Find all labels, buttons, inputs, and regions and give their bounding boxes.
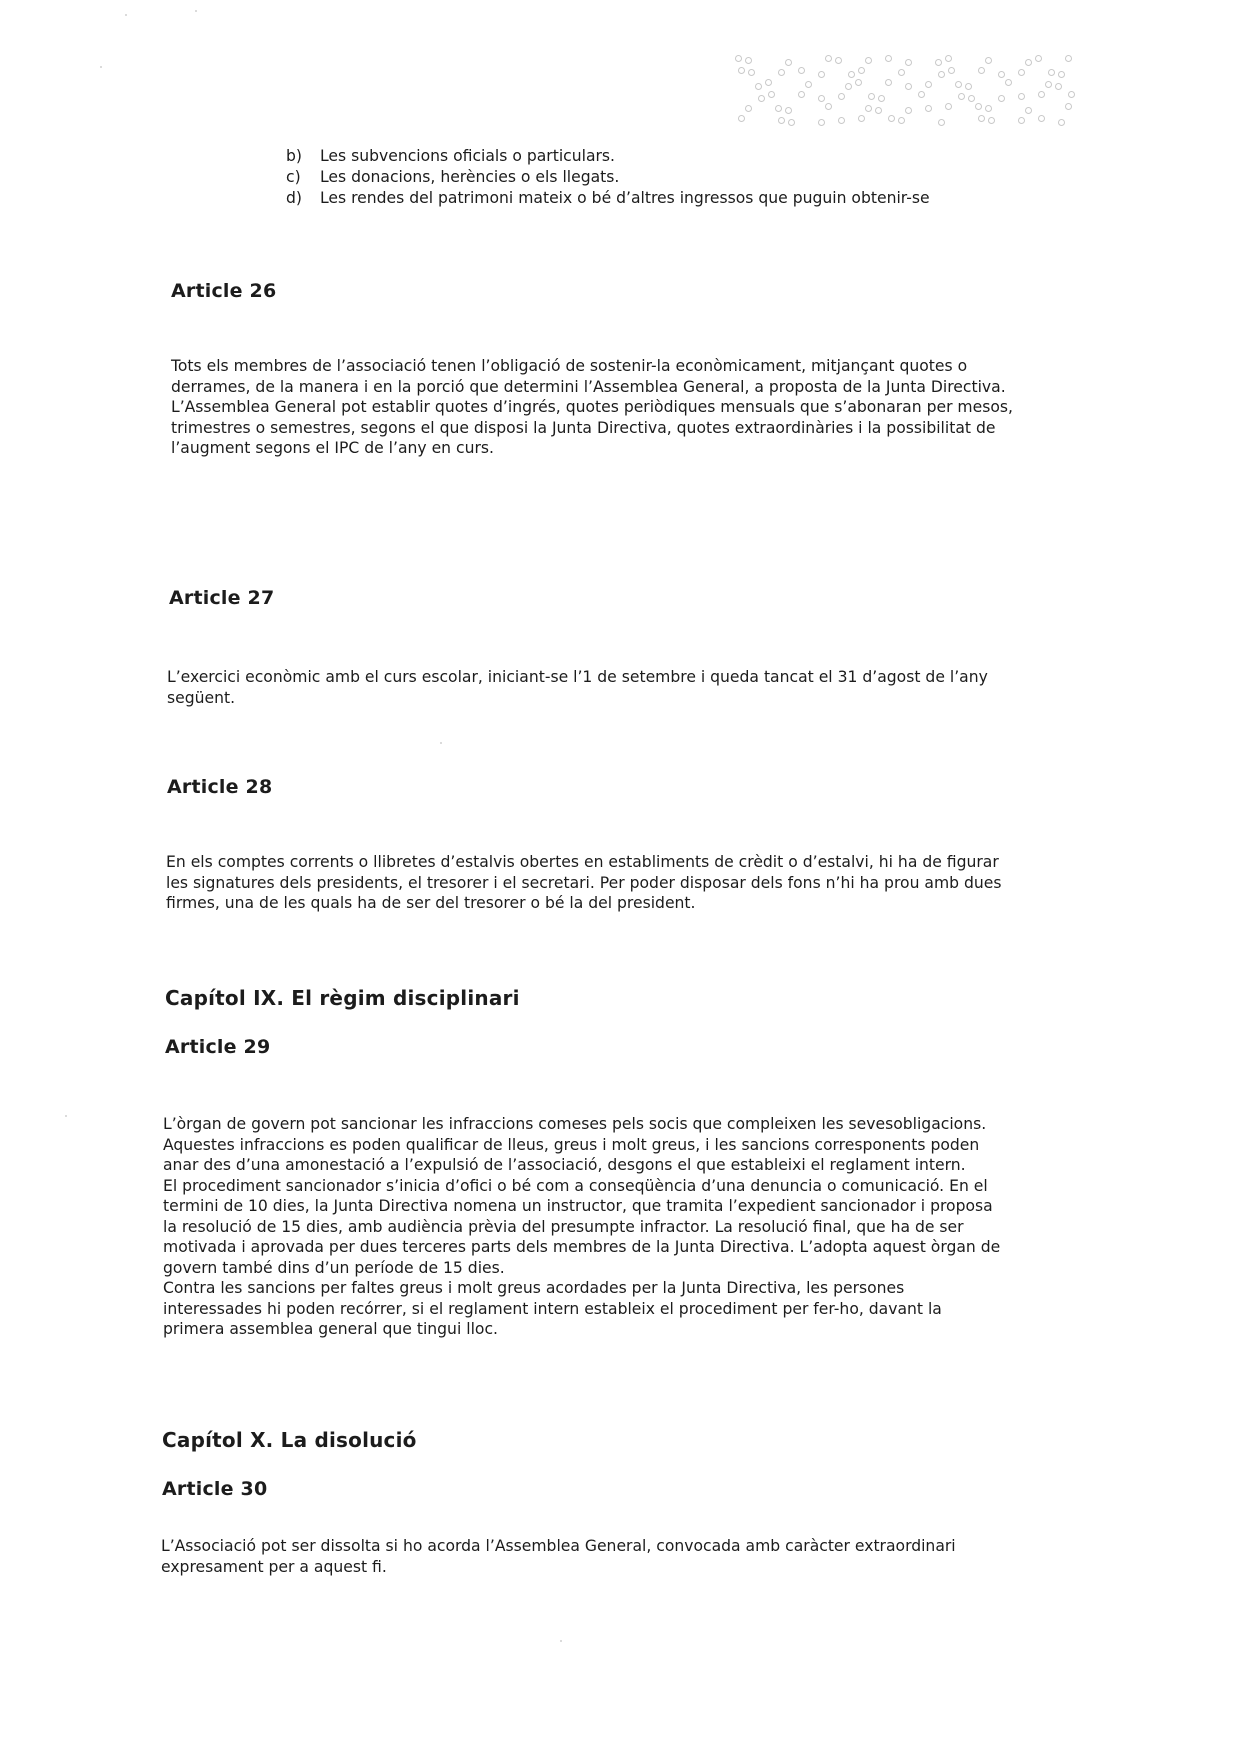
text-line: L’òrgan de govern pot sancionar les infraccions comeses pels socis que compleixen les sevesobligacions. xyxy=(163,1115,987,1133)
seal-dot xyxy=(918,91,925,98)
seal-dot xyxy=(798,67,805,74)
seal-dot xyxy=(1058,119,1065,126)
text-line: firmes, una de les quals ha de ser del tresorer o bé la del president. xyxy=(166,894,696,912)
seal-dot xyxy=(755,83,762,90)
seal-dot xyxy=(925,81,932,88)
seal-dot xyxy=(938,119,945,126)
seal-dot xyxy=(1038,115,1045,122)
seal-dot xyxy=(938,71,945,78)
text-line: Contra les sancions per faltes greus i molt greus acordades per la Junta Directiva, les persones xyxy=(163,1279,905,1297)
seal-dot xyxy=(735,55,742,62)
seal-dot xyxy=(818,95,825,102)
seal-dot xyxy=(825,55,832,62)
chapter-10-heading: Capítol X. La disolució xyxy=(162,1428,417,1452)
seal-dot xyxy=(945,103,952,110)
scan-speck xyxy=(560,1640,562,1642)
text-line: l’augment segons el IPC de l’any en curs. xyxy=(171,439,494,457)
text-line: següent. xyxy=(167,688,236,707)
seal-dot xyxy=(1025,59,1032,66)
seal-dot xyxy=(925,105,932,112)
scan-speck xyxy=(195,10,197,12)
text-line: primera assemblea general que tingui lloc. xyxy=(163,1320,498,1338)
seal-dot xyxy=(978,67,985,74)
seal-dot xyxy=(775,105,782,112)
text-line: interessades hi poden recórrer, si el reglament intern estableix el procediment per fer-ho, davant la xyxy=(163,1299,942,1318)
seal-dot xyxy=(858,67,865,74)
text-line: derrames, de la manera i en la porció que determini l’Assemblea General, a proposta de la Junta Directiva. xyxy=(171,377,1006,396)
seal-dot xyxy=(788,119,795,126)
seal-dot xyxy=(805,81,812,88)
seal-dot xyxy=(898,69,905,76)
seal-dot xyxy=(968,95,975,102)
funding-list xyxy=(286,146,986,209)
seal-dot xyxy=(948,67,955,74)
seal-dot xyxy=(955,81,962,88)
seal-dot xyxy=(818,119,825,126)
seal-dot xyxy=(988,117,995,124)
text-line: trimestres o semestres, segons el que disposi la Junta Directiva, quotes extraordinàries i la possibilitat de xyxy=(171,418,996,437)
seal-dot xyxy=(1018,69,1025,76)
text-line: Aquestes infraccions es poden qualificar de lleus, greus i molt greus, i les sancions corresponents poden xyxy=(163,1135,980,1154)
seal-dot xyxy=(965,83,972,90)
seal-dot xyxy=(768,91,775,98)
seal-dot xyxy=(758,95,765,102)
seal-dot xyxy=(868,93,875,100)
seal-dot xyxy=(888,115,895,122)
text-line: Tots els membres de l’associació tenen l’obligació de sostenir-la econòmicament, mitjançant quotes o xyxy=(171,357,968,375)
seal-dot xyxy=(748,69,755,76)
list-item-label: c) xyxy=(286,168,301,186)
seal-dot xyxy=(778,117,785,124)
seal-dot xyxy=(865,105,872,112)
article-27-heading: Article 27 xyxy=(169,587,275,609)
article-29-heading: Article 29 xyxy=(165,1036,271,1058)
seal-dot xyxy=(838,93,845,100)
article-26-body xyxy=(171,356,1071,459)
seal-dot xyxy=(738,115,745,122)
article-26-heading: Article 26 xyxy=(171,280,277,302)
embossed-seal xyxy=(735,55,1105,130)
seal-dot xyxy=(1038,91,1045,98)
seal-dot xyxy=(985,105,992,112)
seal-dot xyxy=(785,107,792,114)
article-29-body xyxy=(163,1114,1073,1340)
seal-dot xyxy=(1065,55,1072,62)
seal-dot xyxy=(858,115,865,122)
scan-speck xyxy=(125,14,127,16)
seal-dot xyxy=(1068,91,1075,98)
seal-dot xyxy=(1065,103,1072,110)
seal-dot xyxy=(1018,117,1025,124)
seal-dot xyxy=(905,83,912,90)
seal-dot xyxy=(945,55,952,62)
seal-dot xyxy=(1005,79,1012,86)
seal-dot xyxy=(818,71,825,78)
article-30-heading: Article 30 xyxy=(162,1478,268,1500)
seal-dot xyxy=(885,79,892,86)
text-line: termini de 10 dies, la Junta Directiva nomena un instructor, que tramita l’expedient sancionador i proposa xyxy=(163,1197,993,1215)
article-28-heading: Article 28 xyxy=(167,776,273,798)
text-line: expresament per a aquest fi. xyxy=(161,1557,387,1576)
seal-dot xyxy=(898,117,905,124)
seal-dot xyxy=(1045,81,1052,88)
text-line: L’Associació pot ser dissolta si ho acorda l’Assemblea General, convocada amb caràcter extraordinari xyxy=(161,1537,956,1555)
text-line: En els comptes corrents o llibretes d’estalvis obertes en establiments de crèdit o d’estalvi, hi ha de figurar xyxy=(166,853,999,871)
seal-dot xyxy=(905,107,912,114)
scan-speck xyxy=(440,742,442,744)
seal-dot xyxy=(1048,69,1055,76)
list-item xyxy=(286,146,986,167)
seal-dot xyxy=(865,57,872,64)
seal-dot xyxy=(875,107,882,114)
seal-dot xyxy=(985,57,992,64)
seal-dot xyxy=(825,103,832,110)
seal-dot xyxy=(838,117,845,124)
seal-dot xyxy=(845,83,852,90)
scan-speck xyxy=(65,1115,67,1117)
text-line: L’exercici econòmic amb el curs escolar, iniciant-se l’1 de setembre i queda tancat el 31 d’agost de l’any xyxy=(167,668,988,686)
seal-dot xyxy=(1058,71,1065,78)
text-line: L’Assemblea General pot establir quotes d’ingrés, quotes periòdiques mensuals que s’abonaran per mesos, xyxy=(171,398,1013,416)
article-27-body xyxy=(167,667,1067,708)
seal-dot xyxy=(1025,107,1032,114)
seal-dot xyxy=(958,93,965,100)
seal-dot xyxy=(1035,55,1042,62)
seal-dot xyxy=(745,57,752,64)
text-line: anar des d’una amonestació a l’expulsió de l’associació, desgons el que estableixi el reglament intern. xyxy=(163,1156,966,1174)
article-28-body xyxy=(166,852,1066,914)
text-line: motivada i aprovada per dues terceres parts dels membres de la Junta Directiva. L’adopta aquest òrgan de xyxy=(163,1238,1001,1256)
seal-dot xyxy=(1055,83,1062,90)
list-item xyxy=(286,167,986,188)
seal-dot xyxy=(998,95,1005,102)
seal-dot xyxy=(848,71,855,78)
list-item-text: Les donacions, herències o els llegats. xyxy=(320,168,620,186)
scan-speck xyxy=(100,66,102,68)
text-line: govern també dins d’un període de 15 dies. xyxy=(163,1258,505,1277)
article-30-body xyxy=(161,1536,1061,1577)
seal-dot xyxy=(765,79,772,86)
seal-dot xyxy=(878,95,885,102)
text-line: les signatures dels presidents, el tresorer i el secretari. Per poder disposar dels fons n’hi ha prou amb dues xyxy=(166,873,1002,892)
seal-dot xyxy=(798,91,805,98)
seal-dot xyxy=(905,59,912,66)
seal-dot xyxy=(975,103,982,110)
list-item-label: b) xyxy=(286,147,302,165)
seal-dot xyxy=(978,115,985,122)
text-line: El procediment sancionador s’inicia d’ofici o bé com a conseqüència d’una denuncia o comunicació. En el xyxy=(163,1176,988,1195)
list-item-text: Les rendes del patrimoni mateix o bé d’altres ingressos que puguin obtenir-se xyxy=(320,189,930,207)
list-item-label: d) xyxy=(286,189,302,207)
list-item xyxy=(286,188,986,209)
seal-dot xyxy=(885,55,892,62)
seal-dot xyxy=(738,67,745,74)
seal-dot xyxy=(835,57,842,64)
seal-dot xyxy=(855,79,862,86)
list-item-text: Les subvencions oficials o particulars. xyxy=(320,147,615,165)
seal-dot xyxy=(1018,93,1025,100)
seal-dot xyxy=(998,71,1005,78)
text-line: la resolució de 15 dies, amb audiència prèvia del presumpte infractor. La resolució final, que ha de ser xyxy=(163,1217,964,1236)
seal-dot xyxy=(785,59,792,66)
seal-dot xyxy=(935,59,942,66)
chapter-9-heading: Capítol IX. El règim disciplinari xyxy=(165,986,520,1010)
seal-dot xyxy=(778,69,785,76)
seal-dot xyxy=(745,105,752,112)
